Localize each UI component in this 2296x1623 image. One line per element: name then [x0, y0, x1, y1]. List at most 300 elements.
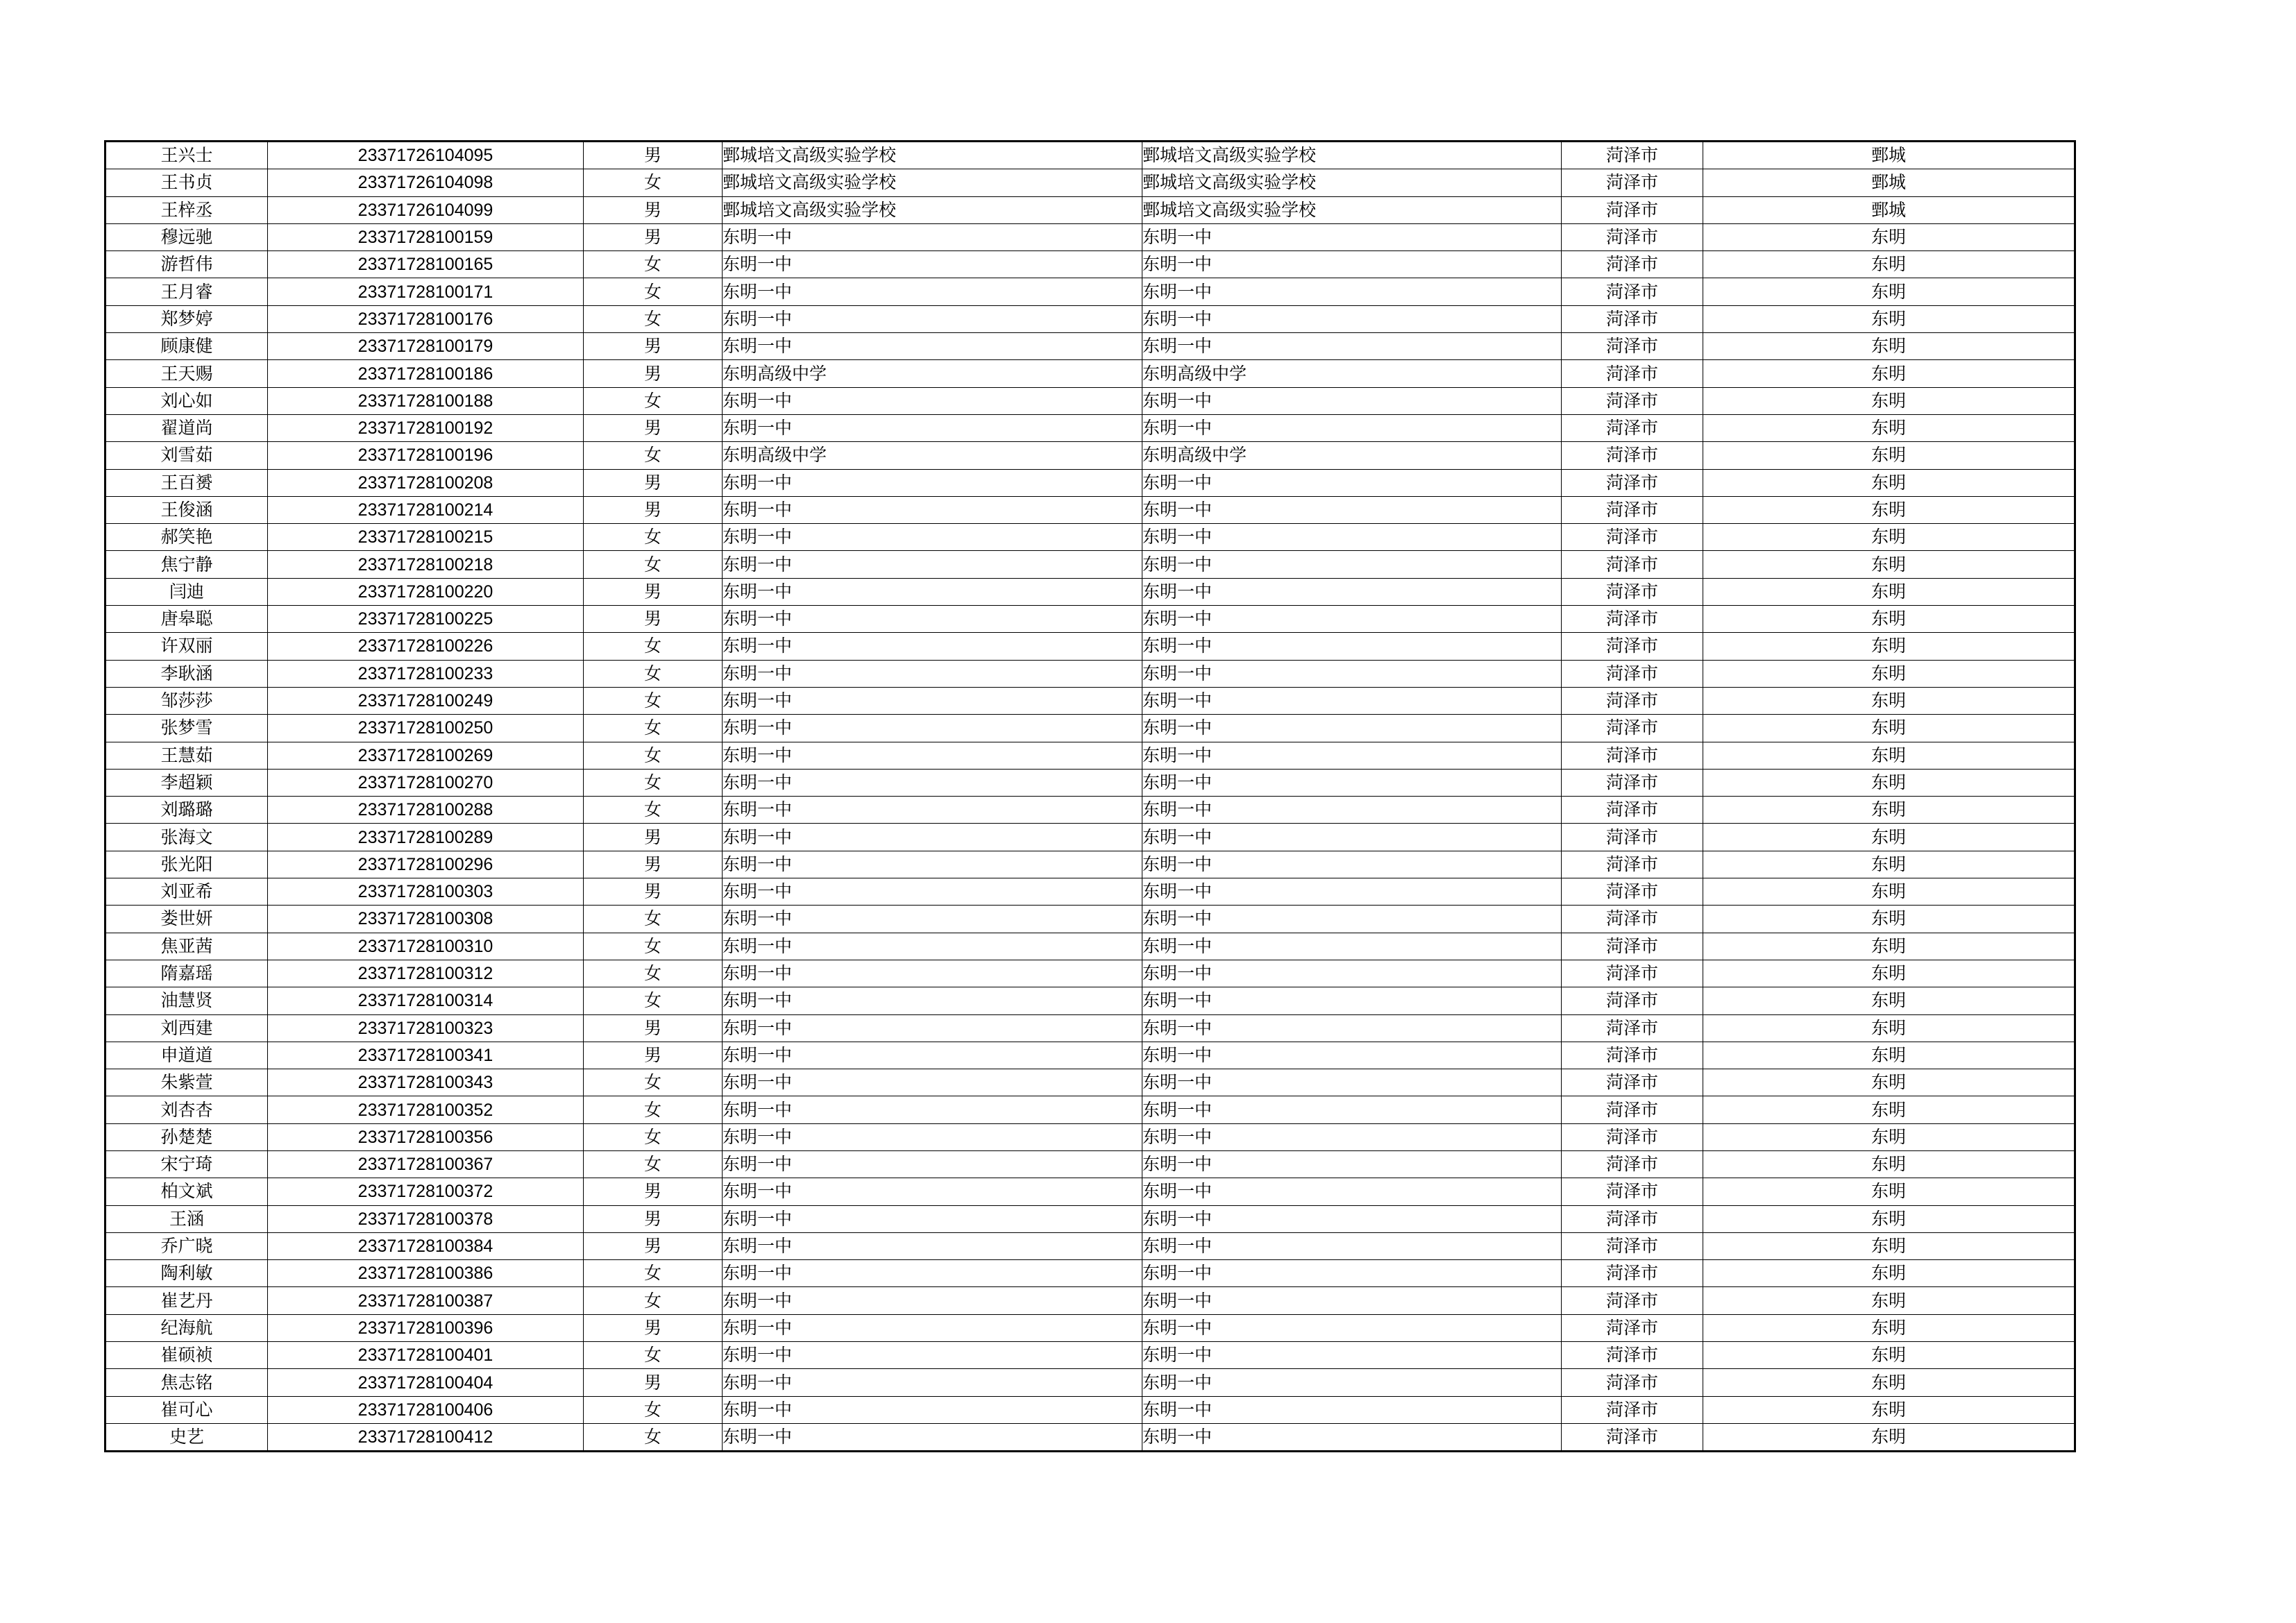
gender-cell: 女 [584, 933, 723, 960]
name-cell: 王兴士 [105, 142, 268, 169]
school-cell: 东明一中 [723, 469, 1142, 496]
school-secondary-cell: 东明一中 [1142, 906, 1562, 933]
city-cell: 菏泽市 [1562, 1014, 1703, 1042]
school-cell: 东明一中 [723, 278, 1142, 305]
name-cell: 焦志铭 [105, 1369, 268, 1396]
exam-id-cell: 23371728100341 [268, 1042, 584, 1069]
exam-id-cell: 23371728100226 [268, 633, 584, 660]
school-cell: 东明一中 [723, 1096, 1142, 1123]
gender-cell: 男 [584, 1314, 723, 1341]
school-secondary-cell: 东明一中 [1142, 715, 1562, 742]
county-cell: 东明 [1703, 906, 2075, 933]
school-secondary-cell: 东明一中 [1142, 1042, 1562, 1069]
exam-id-cell: 23371728100412 [268, 1423, 584, 1451]
city-cell: 菏泽市 [1562, 1150, 1703, 1178]
exam-id-cell: 23371728100387 [268, 1287, 584, 1314]
county-cell: 东明 [1703, 1096, 2075, 1123]
city-cell: 菏泽市 [1562, 1287, 1703, 1314]
school-secondary-cell: 东明一中 [1142, 824, 1562, 851]
gender-cell: 女 [584, 305, 723, 332]
school-cell: 东明一中 [723, 742, 1142, 769]
name-cell: 陶利敏 [105, 1260, 268, 1287]
name-cell: 游哲伟 [105, 251, 268, 278]
exam-id-cell: 23371728100372 [268, 1178, 584, 1205]
school-cell: 东明高级中学 [723, 442, 1142, 469]
exam-id-cell: 23371728100233 [268, 660, 584, 687]
table-row [105, 1260, 2075, 1287]
exam-id-cell: 23371728100401 [268, 1342, 584, 1369]
table-row [105, 360, 2075, 387]
school-cell: 东明一中 [723, 1042, 1142, 1069]
exam-id-cell: 23371728100314 [268, 987, 584, 1014]
gender-cell: 男 [584, 824, 723, 851]
school-cell: 东明一中 [723, 1342, 1142, 1369]
school-secondary-cell: 东明高级中学 [1142, 360, 1562, 387]
county-cell: 东明 [1703, 414, 2075, 441]
school-secondary-cell: 东明一中 [1142, 1232, 1562, 1259]
table-row [105, 442, 2075, 469]
school-cell: 东明一中 [723, 660, 1142, 687]
city-cell: 菏泽市 [1562, 687, 1703, 714]
name-cell: 穆远驰 [105, 223, 268, 250]
name-cell: 崔艺丹 [105, 1287, 268, 1314]
name-cell: 张海文 [105, 824, 268, 851]
table-row [105, 524, 2075, 551]
county-cell: 东明 [1703, 769, 2075, 796]
table-row [105, 715, 2075, 742]
county-cell: 东明 [1703, 442, 2075, 469]
county-cell: 东明 [1703, 1178, 2075, 1205]
school-secondary-cell: 东明一中 [1142, 1342, 1562, 1369]
school-cell: 东明一中 [723, 223, 1142, 250]
school-secondary-cell: 东明一中 [1142, 1260, 1562, 1287]
gender-cell: 女 [584, 442, 723, 469]
exam-id-cell: 23371728100250 [268, 715, 584, 742]
name-cell: 焦宁静 [105, 551, 268, 578]
city-cell: 菏泽市 [1562, 660, 1703, 687]
exam-id-cell: 23371728100186 [268, 360, 584, 387]
table-row [105, 278, 2075, 305]
school-cell: 东明一中 [723, 1260, 1142, 1287]
county-cell: 东明 [1703, 496, 2075, 523]
table-row [105, 496, 2075, 523]
school-secondary-cell: 东明一中 [1142, 1287, 1562, 1314]
city-cell: 菏泽市 [1562, 387, 1703, 414]
county-cell: 东明 [1703, 742, 2075, 769]
exam-id-cell: 23371728100171 [268, 278, 584, 305]
name-cell: 唐皋聪 [105, 606, 268, 633]
name-cell: 顾康健 [105, 333, 268, 360]
county-cell: 东明 [1703, 797, 2075, 824]
city-cell: 菏泽市 [1562, 1096, 1703, 1123]
gender-cell: 女 [584, 797, 723, 824]
city-cell: 菏泽市 [1562, 551, 1703, 578]
gender-cell: 女 [584, 251, 723, 278]
gender-cell: 男 [584, 1042, 723, 1069]
gender-cell: 女 [584, 1396, 723, 1423]
name-cell: 焦亚茜 [105, 933, 268, 960]
county-cell: 鄄城 [1703, 196, 2075, 223]
table-row [105, 987, 2075, 1014]
exam-id-cell: 23371728100196 [268, 442, 584, 469]
school-secondary-cell: 东明一中 [1142, 305, 1562, 332]
city-cell: 菏泽市 [1562, 715, 1703, 742]
city-cell: 菏泽市 [1562, 797, 1703, 824]
exam-id-cell: 23371728100289 [268, 824, 584, 851]
school-secondary-cell: 东明一中 [1142, 1396, 1562, 1423]
county-cell: 东明 [1703, 1123, 2075, 1150]
school-secondary-cell: 东明一中 [1142, 1314, 1562, 1341]
school-secondary-cell: 东明一中 [1142, 1178, 1562, 1205]
school-secondary-cell: 东明一中 [1142, 633, 1562, 660]
county-cell: 东明 [1703, 1369, 2075, 1396]
table-body [105, 142, 2075, 1452]
school-secondary-cell: 东明一中 [1142, 1150, 1562, 1178]
county-cell: 东明 [1703, 987, 2075, 1014]
exam-id-cell: 23371728100296 [268, 851, 584, 878]
gender-cell: 男 [584, 414, 723, 441]
name-cell: 刘璐璐 [105, 797, 268, 824]
county-cell: 东明 [1703, 251, 2075, 278]
school-cell: 东明一中 [723, 524, 1142, 551]
table-row [105, 1042, 2075, 1069]
gender-cell: 女 [584, 742, 723, 769]
school-cell: 东明一中 [723, 578, 1142, 605]
name-cell: 申道道 [105, 1042, 268, 1069]
city-cell: 菏泽市 [1562, 1178, 1703, 1205]
county-cell: 东明 [1703, 851, 2075, 878]
table-row [105, 1069, 2075, 1096]
city-cell: 菏泽市 [1562, 1423, 1703, 1451]
city-cell: 菏泽市 [1562, 1342, 1703, 1369]
gender-cell: 男 [584, 360, 723, 387]
exam-id-cell: 23371728100249 [268, 687, 584, 714]
city-cell: 菏泽市 [1562, 987, 1703, 1014]
name-cell: 隋嘉瑶 [105, 960, 268, 987]
table-row [105, 1232, 2075, 1259]
gender-cell: 男 [584, 1014, 723, 1042]
county-cell: 东明 [1703, 223, 2075, 250]
gender-cell: 男 [584, 1369, 723, 1396]
exam-id-cell: 23371728100310 [268, 933, 584, 960]
table-row [105, 1342, 2075, 1369]
gender-cell: 女 [584, 1123, 723, 1150]
name-cell: 李超颖 [105, 769, 268, 796]
city-cell: 菏泽市 [1562, 1232, 1703, 1259]
name-cell: 王月睿 [105, 278, 268, 305]
gender-cell: 男 [584, 333, 723, 360]
school-cell: 东明一中 [723, 333, 1142, 360]
name-cell: 张光阳 [105, 851, 268, 878]
table-row [105, 251, 2075, 278]
table-row [105, 305, 2075, 332]
table-row [105, 933, 2075, 960]
school-secondary-cell: 东明一中 [1142, 223, 1562, 250]
name-cell: 刘亚希 [105, 878, 268, 906]
name-cell: 油慧贤 [105, 987, 268, 1014]
county-cell: 东明 [1703, 1232, 2075, 1259]
gender-cell: 女 [584, 1069, 723, 1096]
exam-id-cell: 23371728100214 [268, 496, 584, 523]
city-cell: 菏泽市 [1562, 333, 1703, 360]
gender-cell: 女 [584, 1096, 723, 1123]
school-secondary-cell: 东明一中 [1142, 1096, 1562, 1123]
city-cell: 菏泽市 [1562, 1123, 1703, 1150]
table-row [105, 633, 2075, 660]
student-list-table [104, 140, 2076, 1452]
table-row [105, 960, 2075, 987]
county-cell: 东明 [1703, 824, 2075, 851]
gender-cell: 女 [584, 387, 723, 414]
county-cell: 东明 [1703, 1150, 2075, 1178]
school-cell: 东明一中 [723, 496, 1142, 523]
exam-id-cell: 23371728100218 [268, 551, 584, 578]
school-secondary-cell: 东明一中 [1142, 578, 1562, 605]
gender-cell: 男 [584, 578, 723, 605]
school-secondary-cell: 东明一中 [1142, 496, 1562, 523]
exam-id-cell: 23371728100406 [268, 1396, 584, 1423]
school-secondary-cell: 东明一中 [1142, 742, 1562, 769]
exam-id-cell: 23371728100215 [268, 524, 584, 551]
school-cell: 东明一中 [723, 1123, 1142, 1150]
gender-cell: 女 [584, 1150, 723, 1178]
table-row [105, 606, 2075, 633]
gender-cell: 男 [584, 1178, 723, 1205]
table-row [105, 1205, 2075, 1232]
county-cell: 东明 [1703, 578, 2075, 605]
table-row [105, 1314, 2075, 1341]
table-row [105, 687, 2075, 714]
county-cell: 东明 [1703, 933, 2075, 960]
school-secondary-cell: 东明高级中学 [1142, 442, 1562, 469]
school-secondary-cell: 东明一中 [1142, 551, 1562, 578]
county-cell: 鄄城 [1703, 142, 2075, 169]
name-cell: 娄世妍 [105, 906, 268, 933]
county-cell: 东明 [1703, 333, 2075, 360]
exam-id-cell: 23371728100225 [268, 606, 584, 633]
school-secondary-cell: 东明一中 [1142, 660, 1562, 687]
city-cell: 菏泽市 [1562, 414, 1703, 441]
school-secondary-cell: 东明一中 [1142, 1205, 1562, 1232]
table-row [105, 469, 2075, 496]
name-cell: 李耿涵 [105, 660, 268, 687]
school-cell: 东明一中 [723, 769, 1142, 796]
table-row [105, 551, 2075, 578]
county-cell: 东明 [1703, 1396, 2075, 1423]
county-cell: 东明 [1703, 387, 2075, 414]
name-cell: 王百赟 [105, 469, 268, 496]
city-cell: 菏泽市 [1562, 1314, 1703, 1341]
table-row [105, 414, 2075, 441]
gender-cell: 男 [584, 1205, 723, 1232]
gender-cell: 女 [584, 960, 723, 987]
city-cell: 菏泽市 [1562, 606, 1703, 633]
county-cell: 东明 [1703, 524, 2075, 551]
school-secondary-cell: 东明一中 [1142, 987, 1562, 1014]
school-secondary-cell: 鄄城培文高级实验学校 [1142, 169, 1562, 196]
school-secondary-cell: 东明一中 [1142, 1123, 1562, 1150]
table-row [105, 1423, 2075, 1451]
city-cell: 菏泽市 [1562, 633, 1703, 660]
school-cell: 东明一中 [723, 878, 1142, 906]
school-cell: 东明一中 [723, 551, 1142, 578]
table-row [105, 333, 2075, 360]
county-cell: 东明 [1703, 1205, 2075, 1232]
county-cell: 东明 [1703, 715, 2075, 742]
exam-id-cell: 23371728100396 [268, 1314, 584, 1341]
city-cell: 菏泽市 [1562, 933, 1703, 960]
county-cell: 东明 [1703, 1260, 2075, 1287]
city-cell: 菏泽市 [1562, 524, 1703, 551]
county-cell: 东明 [1703, 1069, 2075, 1096]
gender-cell: 男 [584, 223, 723, 250]
school-secondary-cell: 东明一中 [1142, 414, 1562, 441]
table-row [105, 1096, 2075, 1123]
table-row [105, 1178, 2075, 1205]
school-cell: 东明一中 [723, 1396, 1142, 1423]
city-cell: 菏泽市 [1562, 1042, 1703, 1069]
exam-id-cell: 23371728100208 [268, 469, 584, 496]
name-cell: 郑梦婷 [105, 305, 268, 332]
gender-cell: 女 [584, 633, 723, 660]
school-cell: 东明一中 [723, 1069, 1142, 1096]
school-cell: 鄄城培文高级实验学校 [723, 196, 1142, 223]
name-cell: 刘杏杏 [105, 1096, 268, 1123]
school-secondary-cell: 东明一中 [1142, 1423, 1562, 1451]
gender-cell: 女 [584, 987, 723, 1014]
name-cell: 王涵 [105, 1205, 268, 1232]
table-row [105, 223, 2075, 250]
name-cell: 崔可心 [105, 1396, 268, 1423]
school-cell: 东明一中 [723, 305, 1142, 332]
school-cell: 鄄城培文高级实验学校 [723, 169, 1142, 196]
table-row [105, 578, 2075, 605]
city-cell: 菏泽市 [1562, 851, 1703, 878]
table-row [105, 1287, 2075, 1314]
name-cell: 王天赐 [105, 360, 268, 387]
exam-id-cell: 23371728100269 [268, 742, 584, 769]
city-cell: 菏泽市 [1562, 223, 1703, 250]
school-secondary-cell: 东明一中 [1142, 1014, 1562, 1042]
table-row [105, 797, 2075, 824]
exam-id-cell: 23371728100404 [268, 1369, 584, 1396]
gender-cell: 男 [584, 1232, 723, 1259]
county-cell: 东明 [1703, 878, 2075, 906]
table-row [105, 660, 2075, 687]
city-cell: 菏泽市 [1562, 496, 1703, 523]
gender-cell: 女 [584, 169, 723, 196]
gender-cell: 女 [584, 1342, 723, 1369]
table-row [105, 1123, 2075, 1150]
table-row [105, 1369, 2075, 1396]
gender-cell: 女 [584, 769, 723, 796]
city-cell: 菏泽市 [1562, 469, 1703, 496]
county-cell: 东明 [1703, 606, 2075, 633]
city-cell: 菏泽市 [1562, 251, 1703, 278]
table-row [105, 196, 2075, 223]
school-cell: 东明一中 [723, 687, 1142, 714]
name-cell: 柏文斌 [105, 1178, 268, 1205]
table-row [105, 851, 2075, 878]
exam-id-cell: 23371726104099 [268, 196, 584, 223]
school-secondary-cell: 东明一中 [1142, 469, 1562, 496]
county-cell: 东明 [1703, 660, 2075, 687]
school-cell: 东明一中 [723, 1178, 1142, 1205]
school-secondary-cell: 东明一中 [1142, 769, 1562, 796]
city-cell: 菏泽市 [1562, 906, 1703, 933]
exam-id-cell: 23371728100367 [268, 1150, 584, 1178]
county-cell: 东明 [1703, 551, 2075, 578]
school-secondary-cell: 东明一中 [1142, 524, 1562, 551]
school-cell: 鄄城培文高级实验学校 [723, 142, 1142, 169]
exam-id-cell: 23371728100179 [268, 333, 584, 360]
gender-cell: 男 [584, 196, 723, 223]
name-cell: 孙楚楚 [105, 1123, 268, 1150]
exam-id-cell: 23371728100176 [268, 305, 584, 332]
exam-id-cell: 23371726104098 [268, 169, 584, 196]
city-cell: 菏泽市 [1562, 1396, 1703, 1423]
county-cell: 东明 [1703, 1423, 2075, 1451]
county-cell: 鄄城 [1703, 169, 2075, 196]
exam-id-cell: 23371728100288 [268, 797, 584, 824]
school-cell: 东明一中 [723, 1150, 1142, 1178]
exam-id-cell: 23371728100270 [268, 769, 584, 796]
gender-cell: 女 [584, 715, 723, 742]
table-row [105, 1150, 2075, 1178]
name-cell: 张梦雪 [105, 715, 268, 742]
gender-cell: 男 [584, 142, 723, 169]
county-cell: 东明 [1703, 1342, 2075, 1369]
name-cell: 许双丽 [105, 633, 268, 660]
city-cell: 菏泽市 [1562, 1260, 1703, 1287]
exam-id-cell: 23371728100356 [268, 1123, 584, 1150]
name-cell: 史艺 [105, 1423, 268, 1451]
name-cell: 刘雪茹 [105, 442, 268, 469]
county-cell: 东明 [1703, 687, 2075, 714]
exam-id-cell: 23371728100308 [268, 906, 584, 933]
name-cell: 朱紫萱 [105, 1069, 268, 1096]
school-cell: 东明一中 [723, 797, 1142, 824]
name-cell: 刘心如 [105, 387, 268, 414]
city-cell: 菏泽市 [1562, 169, 1703, 196]
exam-id-cell: 23371728100159 [268, 223, 584, 250]
school-secondary-cell: 东明一中 [1142, 278, 1562, 305]
school-cell: 东明一中 [723, 1014, 1142, 1042]
school-cell: 东明一中 [723, 414, 1142, 441]
school-cell: 东明一中 [723, 251, 1142, 278]
gender-cell: 女 [584, 906, 723, 933]
table-row [105, 1396, 2075, 1423]
exam-id-cell: 23371728100384 [268, 1232, 584, 1259]
school-secondary-cell: 东明一中 [1142, 687, 1562, 714]
exam-id-cell: 23371728100220 [268, 578, 584, 605]
exam-id-cell: 23371728100165 [268, 251, 584, 278]
city-cell: 菏泽市 [1562, 960, 1703, 987]
school-cell: 东明一中 [723, 1314, 1142, 1341]
gender-cell: 女 [584, 660, 723, 687]
school-cell: 东明一中 [723, 715, 1142, 742]
table-row [105, 824, 2075, 851]
city-cell: 菏泽市 [1562, 769, 1703, 796]
city-cell: 菏泽市 [1562, 196, 1703, 223]
school-secondary-cell: 东明一中 [1142, 1369, 1562, 1396]
school-cell: 东明高级中学 [723, 360, 1142, 387]
exam-id-cell: 23371728100378 [268, 1205, 584, 1232]
school-cell: 东明一中 [723, 633, 1142, 660]
school-secondary-cell: 东明一中 [1142, 606, 1562, 633]
name-cell: 闫迪 [105, 578, 268, 605]
county-cell: 东明 [1703, 469, 2075, 496]
